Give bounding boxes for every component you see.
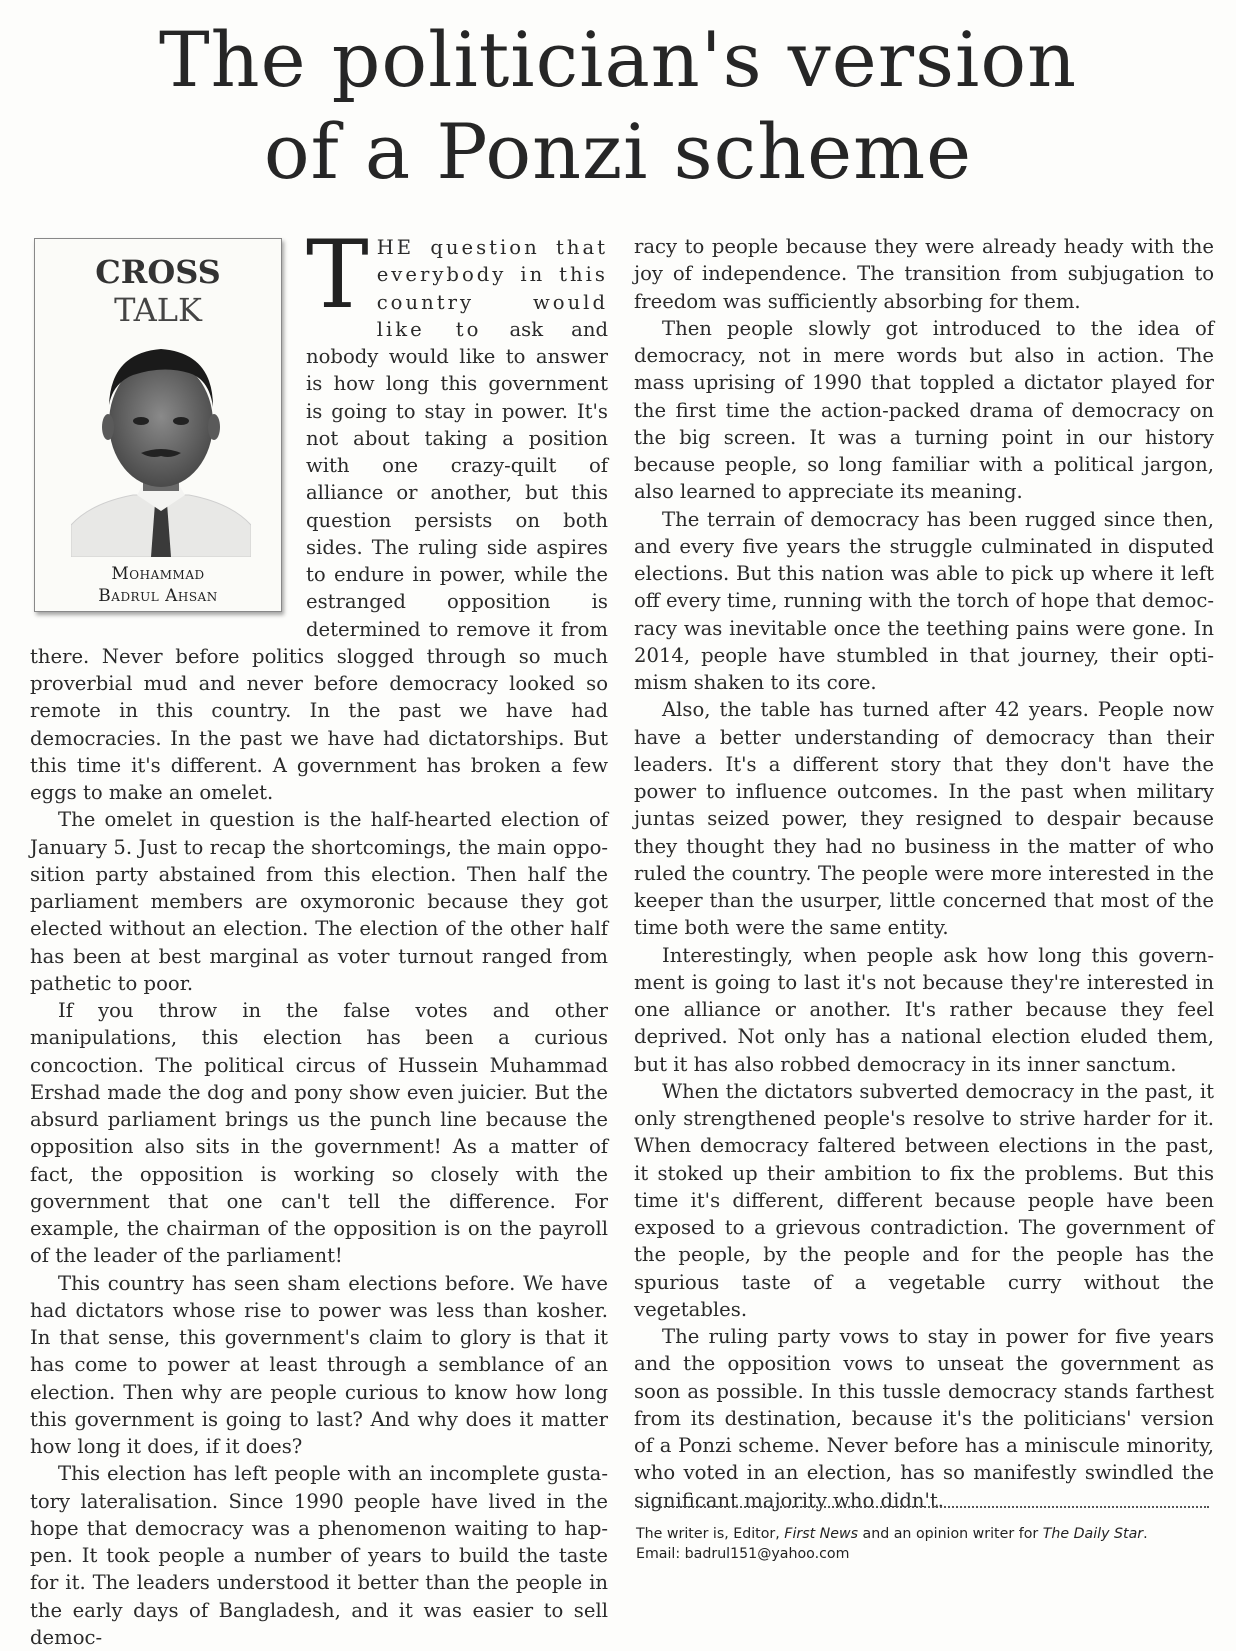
paragraph-9: Interestingly, when people ask how long this government is going to last it's not because they're interested in one alliance or another. It's rather because they feel deprived. Not only has a national election eluded them, but it has also robbed democracy in its inner sanctum.	[634, 943, 1214, 1076]
paragraph-1-opening: HE question that everybody in this country would like to	[376, 236, 608, 341]
paragraph-7: The terrain of democracy has been rugged since then, and every five years the struggle culminated in disputed elections. But this nation was able to pick up where it left off every time, running with the torch of hope that democracy was inevitable once the teething pains were gone. In 2014, people have stumbled in that journey, their optimism shaken to its core.	[634, 507, 1214, 694]
publication-daily-star: The Daily Star	[1042, 1526, 1144, 1542]
paragraph-4: This country has seen sham elections before. We have had dictators whose rise to power was less than kosher. In that sense, this government's claim to glory is that it has come to power at least through a semblance of an election. Then why are people curious to know how long this government is going to last? And why does it matter how long it does, if it does?	[30, 1271, 608, 1458]
paragraph-11: The ruling party vows to stay in power for five years and the opposition vows to unseat the government as soon as possible. In this tussle democracy stands farthest from its destination, because it's the politicians' version of a Ponzi scheme. Never before has a miniscule minority, who voted in an election, has so manifestly swindled the significant majority who didn't.	[634, 1325, 1214, 1512]
column-title-cross: CROSS	[95, 253, 221, 291]
author-note	[636, 1524, 1216, 1564]
headline	[0, 14, 1236, 198]
author-name	[35, 563, 281, 607]
author-note-middle: and an opinion writer for	[858, 1526, 1043, 1542]
paragraph-2: The omelet in question is the half-hearted election of January 5. Just to recap the shortcomings, the main opposition party abstained from this election. Then half the parliament members are oxymoronic because they got elected without an election. The election of the other half has been at best marginal as voter turnout ranged from pathetic to poor.	[30, 808, 608, 995]
paragraph-6: Then people slowly got introduced to the idea of democracy, not in mere words but also in action. The mass uprising of 1990 that toppled a dictator played for the first time the action-packed drama of democracy on the big screen. It was a turning point in our history because people, so long familiar with a political jargon, also learned to appreciate its meaning.	[634, 316, 1214, 504]
publication-first-news: First News	[784, 1526, 859, 1542]
paragraph-3: If you throw in the false votes and other manipulations, this election has been a curious concoction. The political circus of Hussein Muhammad Ershad made the dog and pony show even juicier. But the absurd parliament brings us the punch line because the opposition also sits in the government! As a matter of fact, the opposition is working so closely with the government that one can't tell the difference. For example, the chairman of the opposition is on the payroll of the leader of the parliament!	[30, 999, 608, 1268]
headline-line-1: The politician's version	[158, 15, 1078, 104]
paragraph-8: Also, the table has turned after 42 years. People now have a better understanding of democracy than their leaders. It's a different story that they don't have the power to influence outcomes. In the past when military juntas seized power, they resigned to despair because they thought they had no business in the matter of who ruled the country. The people were more interested in the keeper than the usurper, little concerned that most of the time both were the same entity.	[634, 698, 1214, 940]
paragraph-1-text: ask and nobody would like to answer is how long this government is going to stay in power. It's not about taking a position with one crazy-quilt of alliance or another, but this question persists on both sides. The ruling side aspires to endure in power, while the estranged opposition is determined to remove it from there. Never before politics slogged through so much proverbial mud and never before democracy looked so remote in this country. In the past we have had democracies. In the past we have had dictatorships. But this time it's different. A government has broken a few eggs to make an omelet.	[30, 317, 609, 804]
footer-divider	[637, 1506, 1209, 1508]
column-title-talk: TALK	[114, 291, 202, 329]
paragraph-5-continued: racy to people because they were already heady with the joy of independence. The transition from subjugation to freedom was sufficiently absorbing for them.	[634, 235, 1214, 313]
author-portrait	[71, 335, 251, 557]
article-column-left	[30, 221, 609, 1651]
author-last-name: Badrul Ahsan	[98, 586, 218, 606]
author-email: Email: badrul151@yahoo.com	[636, 1546, 850, 1562]
paragraph-5: This election has left people with an incomplete gustatory lateralisation. Since 1990 people have lived in the hope that democracy was a phenomenon waiting to happen. It took people a number of years to build the taste for it. The leaders understood it better than the people in the early days of Bangladesh, and it was easier to sell democ-	[30, 1462, 608, 1649]
author-first-name: Mohammad	[111, 564, 205, 584]
author-note-line	[636, 1524, 1216, 1544]
drop-cap: T	[306, 221, 369, 330]
column-badge	[34, 238, 282, 612]
paragraph-10: When the dictators subverted democracy in the past, it only strengthened people's resolve to strive harder for it. When democracy faltered between elections in the past, it stoked up their ambition to fix the problems. But this time it's different, different because people have been exposed to a grievous contradiction. The government of the people, by the people and for the people has the spurious taste of a vegetable curry without the vegetables.	[634, 1079, 1214, 1321]
author-note-suffix: .	[1143, 1526, 1148, 1542]
author-note-prefix: The writer is, Editor,	[636, 1526, 785, 1542]
article-column-right	[634, 233, 1214, 1514]
headline-line-2: of a Ponzi scheme	[263, 107, 973, 196]
